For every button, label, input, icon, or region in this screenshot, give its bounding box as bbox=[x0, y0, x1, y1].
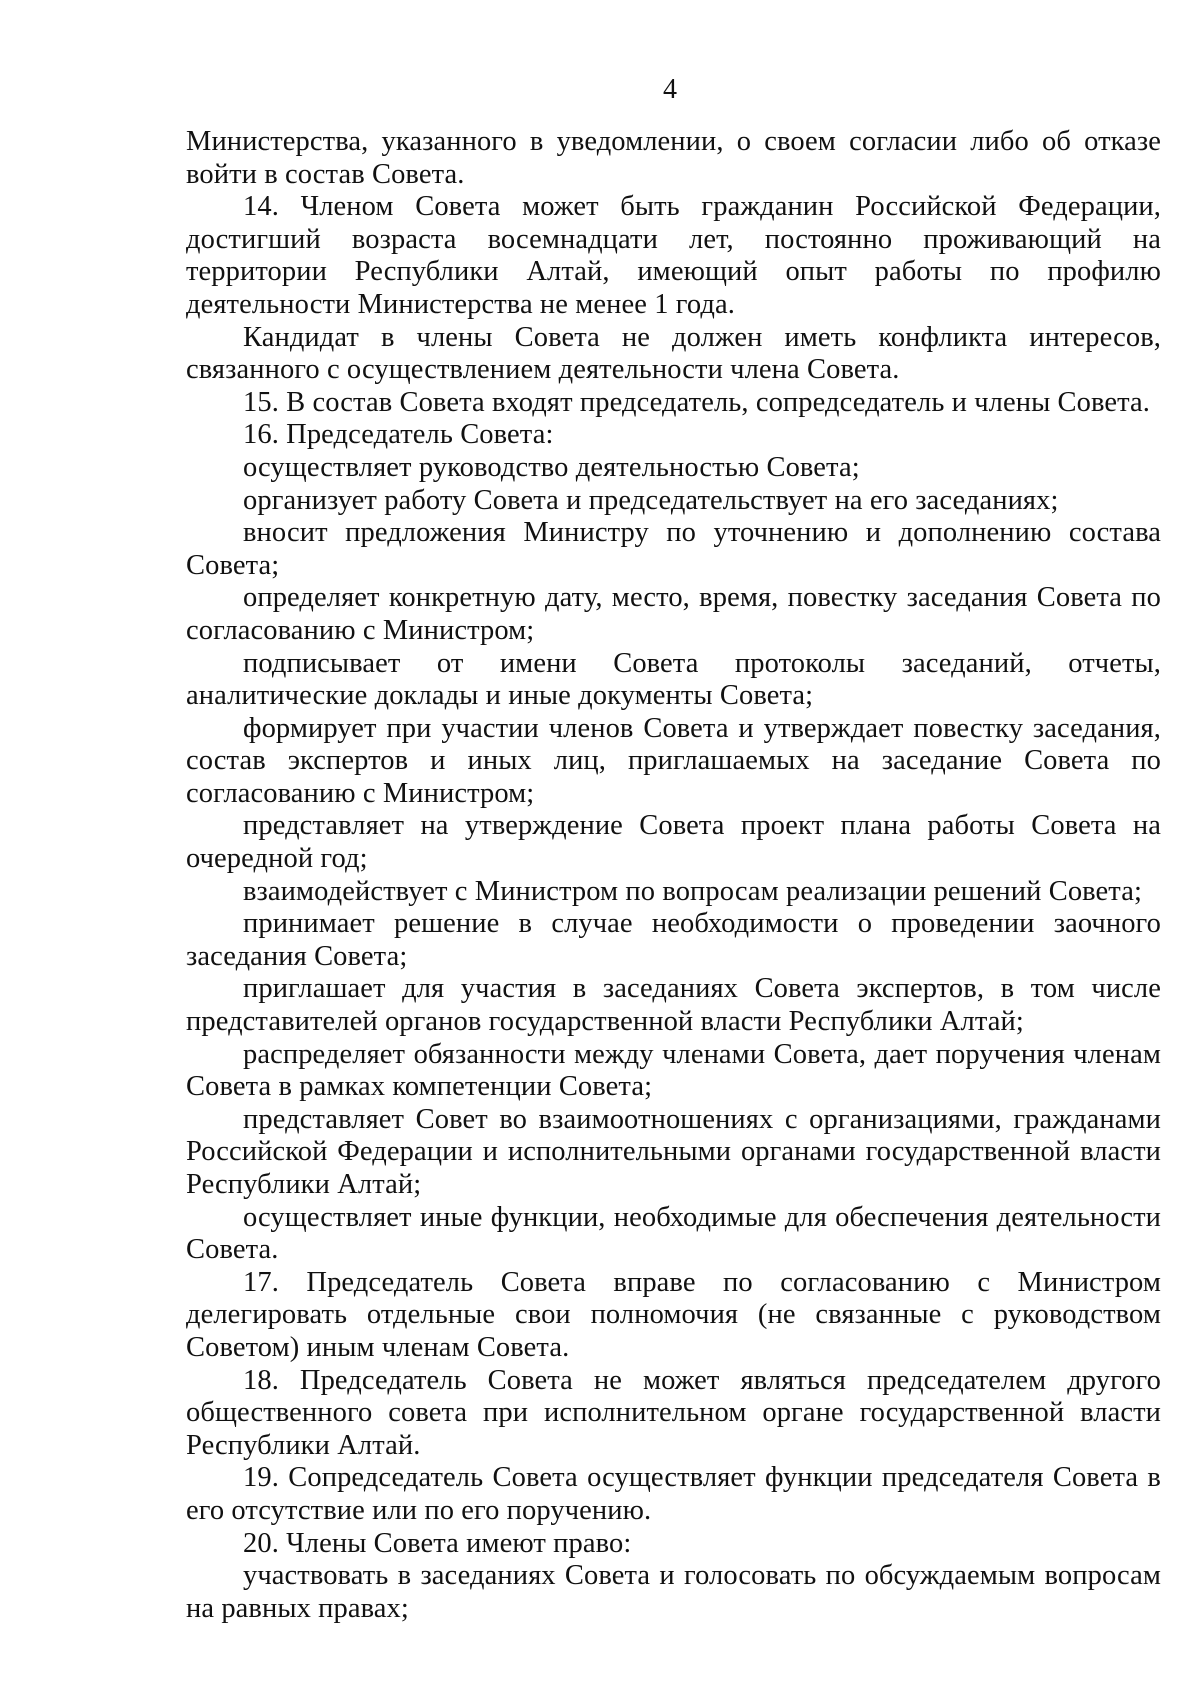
list-item: участвовать в заседаниях Совета и голосовать по обсуждаемым вопросам на равных правах; bbox=[186, 1560, 1161, 1624]
paragraph-candidate-conflict: Кандидат в члены Совета не должен иметь конфликта интересов, связанного с осуществлением деятельности члена Совета. bbox=[186, 321, 1161, 386]
paragraph-clause-17: 17. Председатель Совета вправе по согласованию с Министром делегировать отдельные свои полномочия (не связанные с руководством Советом) иным членам Совета. bbox=[186, 1266, 1161, 1363]
list-item: представляет на утверждение Совета проект плана работы Совета на очередной год; bbox=[186, 810, 1161, 875]
paragraph-clause-19: 19. Сопредседатель Совета осуществляет функции председателя Совета в его отсутствие или по его поручению. bbox=[186, 1462, 1161, 1526]
paragraph-clause-16: 16. Председатель Совета: bbox=[243, 419, 554, 451]
list-item: подписывает от имени Совета протоколы заседаний, отчеты, аналитические доклады и иные документы Совета; bbox=[186, 647, 1161, 712]
list-item: взаимодействует с Министром по вопросам реализации решений Совета; bbox=[243, 875, 1142, 907]
paragraph-clause-18: 18. Председатель Совета не может являться председателем другого общественного совета при исполнительном органе государственной власти Республики Алтай. bbox=[186, 1364, 1161, 1461]
list-item: приглашает для участия в заседаниях Совета экспертов, в том числе представителей органов государственной власти Республики Алтай; bbox=[186, 973, 1161, 1038]
list-item: осуществляет руководство деятельностью Совета; bbox=[243, 451, 860, 483]
list-item: осуществляет иные функции, необходимые для обеспечения деятельности Совета. bbox=[186, 1201, 1161, 1266]
list-item: принимает решение в случае необходимости о проведении заочного заседания Совета; bbox=[186, 908, 1161, 972]
paragraph-continuation: Министерства, указанного в уведомлении, о своем согласии либо об отказе войти в состав Совета. bbox=[186, 126, 1161, 190]
paragraph-clause-15: 15. В состав Совета входят председатель, сопредседатель и члены Совета. bbox=[243, 386, 1151, 418]
list-item: представляет Совет во взаимоотношениях с организациями, гражданами Российской Федерации и исполнительными органами государственной власти Республики Алтай; bbox=[186, 1103, 1161, 1200]
paragraph-clause-20: 20. Члены Совета имеют право: bbox=[243, 1527, 632, 1559]
paragraph-clause-14: 14. Членом Совета может быть гражданин Российской Федерации, достигший возраста восемнадцати лет, постоянно проживающий на территории Республики Алтай, имеющий опыт работы по профилю деятельности Министерства не менее 1 года. bbox=[186, 191, 1161, 320]
list-item: вносит предложения Министру по уточнению и дополнению состава Совета; bbox=[186, 517, 1161, 581]
list-item: организует работу Совета и председательствует на его заседаниях; bbox=[243, 484, 1059, 516]
list-item: определяет конкретную дату, место, время, повестку заседания Совета по согласованию с Министром; bbox=[186, 582, 1161, 646]
list-item: распределяет обязанности между членами Совета, дает поручения членам Совета в рамках компетенции Совета; bbox=[186, 1038, 1161, 1103]
page-number: 4 bbox=[663, 74, 677, 105]
document-body bbox=[186, 126, 1161, 1625]
list-item: формирует при участии членов Совета и утверждает повестку заседания, состав экспертов и иных лиц, приглашаемых на заседание Совета по согласованию с Министром; bbox=[186, 712, 1161, 809]
